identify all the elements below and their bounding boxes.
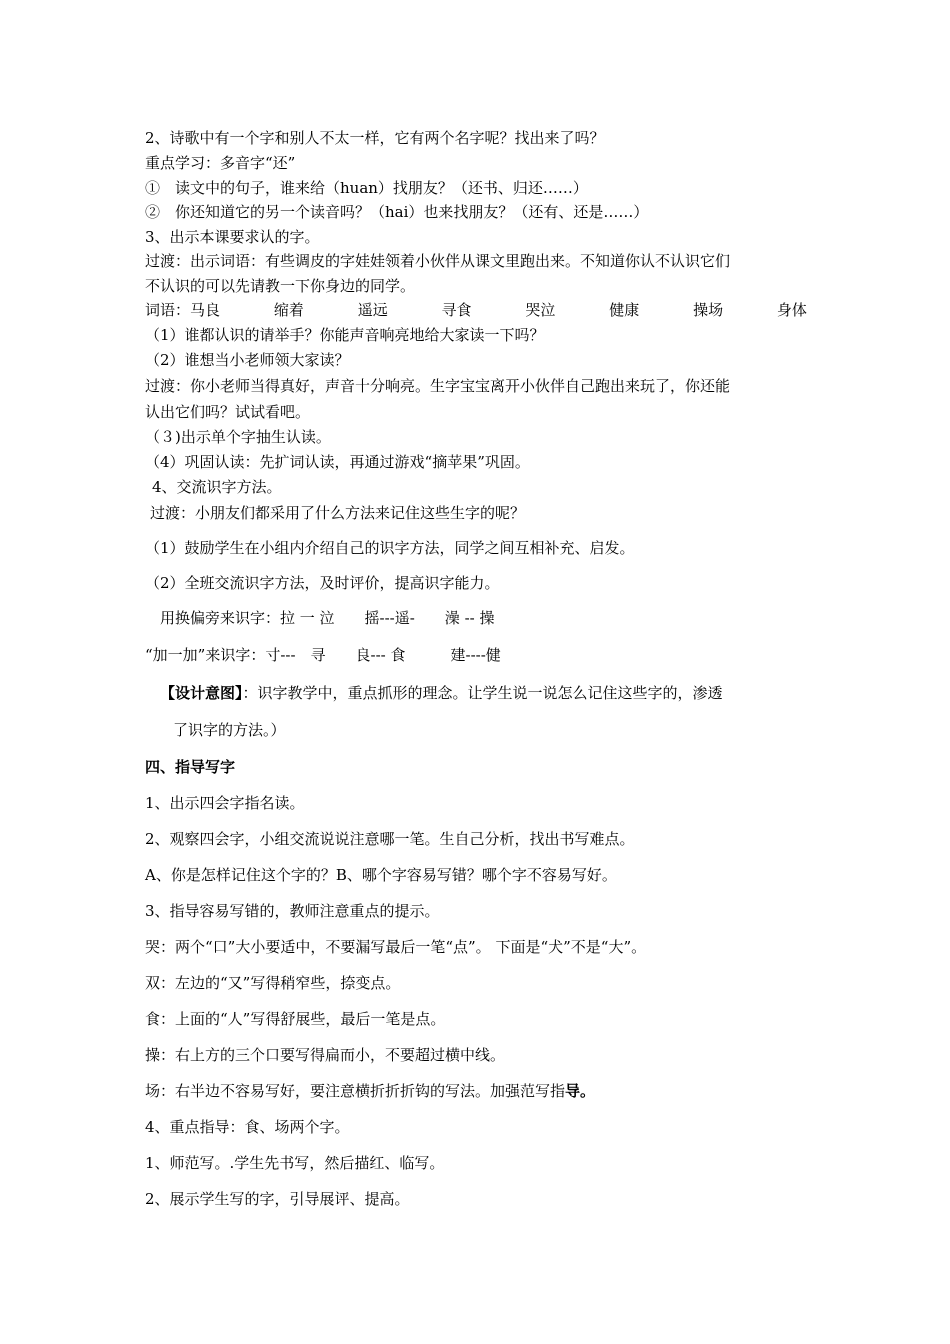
text-line: （３)出示单个字抽生认读。 [145, 428, 331, 446]
text-line: 不认识的可以先请教一下你身边的同学。 [145, 277, 416, 295]
text-line: （1）谁都认识的请举手？你能声音响亮地给大家读一下吗？ [145, 326, 545, 344]
text-line: 重点学习：多音字“还” [145, 154, 296, 172]
vocab-word: 词语：马良 [145, 301, 221, 319]
text-line: 用换偏旁来识字：拉 一 泣 摇---遥- 澡 -- 操 [160, 609, 495, 627]
vocab-word: 操场 [693, 301, 724, 319]
text-span: 场：右半边不容易写好，要注意横折折折钩的写法。加强范写指 [145, 1082, 566, 1100]
text-line: ① 读文中的句子，谁来给（huan）找朋友？（还书、归还……） [145, 179, 588, 197]
text-line: 1、出示四会字指名读。 [145, 794, 305, 812]
vocabulary-row [145, 300, 807, 320]
text-line: 3、指导容易写错的，教师注意重点的提示。 [145, 902, 440, 920]
text-line: 双：左边的“又”写得稍窄些，捺变点。 [145, 974, 401, 992]
text-span-bold: 导。 [565, 1082, 596, 1100]
text-line: 过渡：你小老师当得真好，声音十分响亮。生字宝宝离开小伙伴自己跑出来玩了，你还能 [145, 377, 731, 395]
text-line: （1）鼓励学生在小组内介绍自己的识字方法，同学之间互相补充、启发。 [145, 539, 635, 557]
text-line: 认出它们吗？试试看吧。 [145, 403, 311, 421]
section-heading: 四、指导写字 [145, 758, 236, 776]
vocab-word: 哭泣 [525, 301, 556, 319]
text-line: 2、观察四会字，小组交流说说注意哪一笔。生自己分析，找出书写难点。 [145, 830, 635, 848]
text-line: 4、重点指导：食、场两个字。 [145, 1118, 350, 1136]
text-line: 2、诗歌中有一个字和别人不太一样，它有两个名字呢？找出来了吗？ [145, 129, 605, 147]
vocab-word: 身体 [776, 301, 807, 319]
design-intent-text: ：识字教学中，重点抓形的理念。让学生说一说怎么记住这些字的，渗透 [242, 684, 723, 702]
vocab-word: 健康 [609, 301, 640, 319]
vocab-word: 寻食 [441, 301, 472, 319]
vocab-word: 遥远 [357, 301, 388, 319]
text-line: A、你是怎样记住这个字的？B、哪个字容易写错？哪个字不容易写好。 [145, 866, 617, 884]
design-intent-line [160, 683, 723, 703]
text-line: 过渡：出示词语：有些调皮的字娃娃领着小伙伴从课文里跑出来。不知道你认不认识它们 [145, 252, 731, 270]
text-line: 操：右上方的三个口要写得扁而小，不要超过横中线。 [145, 1046, 506, 1064]
text-line: 1、师范写。.学生先书写，然后描红、临写。 [145, 1154, 445, 1172]
vocab-word: 缩着 [273, 301, 304, 319]
text-line: （2）谁想当小老师领大家读？ [145, 351, 350, 369]
text-line: 食：上面的“人”写得舒展些，最后一笔是点。 [145, 1010, 446, 1028]
design-intent-label: 【设计意图】 [160, 684, 243, 702]
text-line: 哭：两个“口”大小要适中，不要漏写最后一笔“点”。 下面是“犬”不是“大”。 [145, 938, 647, 956]
text-line: ② 你还知道它的另一个读音吗？（hai）也来找朋友？（还有、还是……） [145, 203, 649, 221]
text-line: 过渡：小朋友们都采用了什么方法来记住这些生字的呢？ [150, 504, 526, 522]
text-line: “加一加”来识字：寸--- 寻 良--- 食 建----健 [145, 646, 501, 664]
text-line [145, 1081, 595, 1101]
text-line: 4、交流识字方法。 [152, 478, 282, 496]
text-line: （2）全班交流识字方法，及时评价，提高识字能力。 [145, 574, 500, 592]
text-line: 了识字的方法。） [173, 721, 286, 739]
text-line: （4）巩固认读：先扩词认读，再通过游戏“摘苹果”巩固。 [145, 453, 530, 471]
text-line: 2、展示学生写的字，引导展评、提高。 [145, 1190, 410, 1208]
text-line: 3、出示本课要求认的字。 [145, 228, 320, 246]
